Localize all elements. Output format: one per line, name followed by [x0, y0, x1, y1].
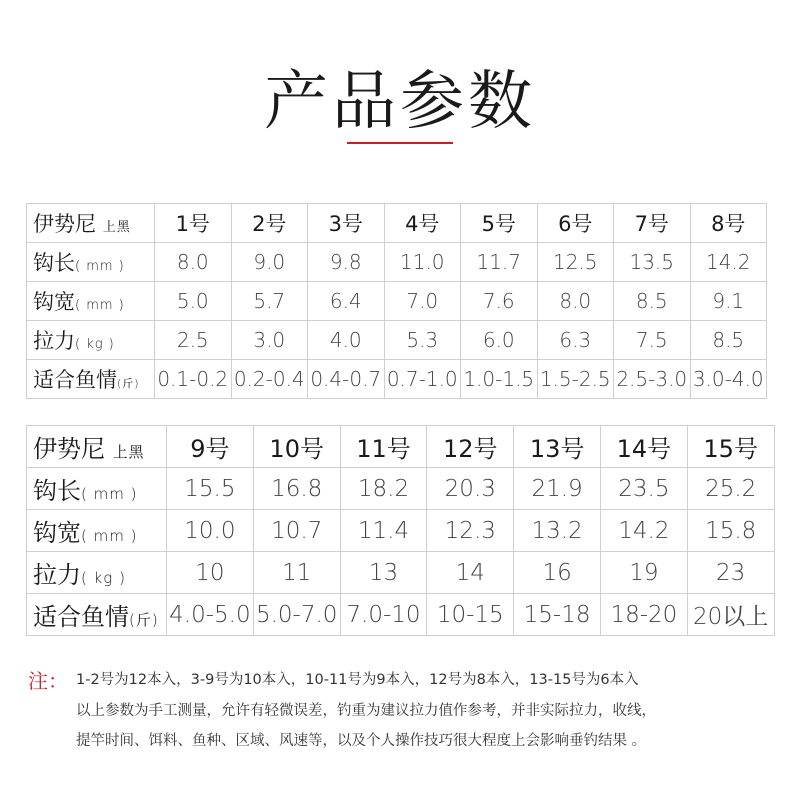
- row-label-cell: [27, 360, 155, 399]
- value-cell: 8.0: [155, 243, 232, 282]
- table-header-row: [27, 204, 767, 243]
- value-cell: 9.0: [231, 243, 308, 282]
- value-cell: 6.4: [308, 282, 385, 321]
- value-cell: 20以上: [687, 594, 774, 636]
- value-cell: 0.1-0.2: [155, 360, 232, 399]
- row-label-cell: [27, 282, 155, 321]
- size-cell: 6号: [537, 204, 614, 243]
- size-cell: 3号: [308, 204, 385, 243]
- value-cell: 11: [253, 552, 340, 594]
- table-row: [27, 552, 775, 594]
- row-label: 适合鱼情: [33, 603, 129, 631]
- row-unit: (斤): [117, 377, 140, 390]
- size-cell: 5号: [461, 204, 538, 243]
- table-header-row: [27, 426, 775, 468]
- note-line: 提竿时间、饵料、鱼种、区域、风速等，以及个人操作技巧很大程度上会影响垂钓结果 。: [76, 733, 647, 749]
- value-cell: 10.0: [167, 510, 254, 552]
- header-cell: [27, 426, 167, 468]
- value-cell: 1.5-2.5: [537, 360, 614, 399]
- size-cell: 11号: [340, 426, 427, 468]
- value-cell: 0.2-0.4: [231, 360, 308, 399]
- row-label: 钩长: [33, 251, 75, 275]
- row-label: 适合鱼情: [33, 368, 117, 392]
- value-cell: 4.0-5.0: [167, 594, 254, 636]
- value-cell: 15-18: [514, 594, 601, 636]
- header-cell: [27, 204, 155, 243]
- spec-table-1: [26, 203, 767, 399]
- value-cell: 9.8: [308, 243, 385, 282]
- row-label: 拉力: [33, 561, 81, 589]
- value-cell: 16: [514, 552, 601, 594]
- value-cell: 10-15: [427, 594, 514, 636]
- value-cell: 23.5: [600, 468, 687, 510]
- size-cell: 7号: [614, 204, 691, 243]
- size-cell: 14号: [600, 426, 687, 468]
- value-cell: 13.2: [514, 510, 601, 552]
- size-cell: 4号: [384, 204, 461, 243]
- header-sub: 上黑: [112, 443, 145, 461]
- value-cell: 16.8: [253, 468, 340, 510]
- table-row: [27, 594, 775, 636]
- value-cell: 5.0-7.0: [253, 594, 340, 636]
- row-label-cell: [27, 243, 155, 282]
- value-cell: 8.0: [537, 282, 614, 321]
- row-label-cell: [27, 321, 155, 360]
- row-label: 钩宽: [33, 290, 75, 314]
- value-cell: 20.3: [427, 468, 514, 510]
- row-unit: ( mm ): [75, 298, 125, 313]
- value-cell: 5.7: [231, 282, 308, 321]
- row-unit: ( kg ): [75, 337, 115, 352]
- table-row: [27, 360, 767, 399]
- value-cell: 18.2: [340, 468, 427, 510]
- row-label-cell: [27, 510, 167, 552]
- value-cell: 19: [600, 552, 687, 594]
- page-title: 产品参数: [264, 65, 536, 139]
- size-cell: 12号: [427, 426, 514, 468]
- table-row: [27, 468, 775, 510]
- value-cell: 13: [340, 552, 427, 594]
- value-cell: 14.2: [690, 243, 767, 282]
- value-cell: 0.4-0.7: [308, 360, 385, 399]
- row-label: 钩长: [33, 477, 81, 505]
- value-cell: 7.5: [614, 321, 691, 360]
- value-cell: 8.5: [614, 282, 691, 321]
- value-cell: 21.9: [514, 468, 601, 510]
- value-cell: 6.3: [537, 321, 614, 360]
- value-cell: 11.0: [384, 243, 461, 282]
- value-cell: 12.5: [537, 243, 614, 282]
- table-row: [27, 510, 775, 552]
- value-cell: 2.5: [155, 321, 232, 360]
- value-cell: 0.7-1.0: [384, 360, 461, 399]
- row-unit: ( mm ): [81, 485, 138, 503]
- size-cell: 10号: [253, 426, 340, 468]
- header-sub: 上黑: [102, 220, 131, 235]
- value-cell: 1.0-1.5: [461, 360, 538, 399]
- size-cell: 15号: [687, 426, 774, 468]
- value-cell: 14: [427, 552, 514, 594]
- value-cell: 6.0: [461, 321, 538, 360]
- size-cell: 2号: [231, 204, 308, 243]
- row-label-cell: [27, 468, 167, 510]
- value-cell: 13.5: [614, 243, 691, 282]
- value-cell: 3.0: [231, 321, 308, 360]
- row-unit: ( mm ): [81, 527, 138, 545]
- size-cell: 1号: [155, 204, 232, 243]
- spec-table-2: [26, 425, 775, 636]
- value-cell: 7.0-10: [340, 594, 427, 636]
- row-label-cell: [27, 552, 167, 594]
- value-cell: 11.4: [340, 510, 427, 552]
- note-line: 1-2号为12本入，3-9号为10本入，10-11号为9本入，12号为8本入，13-15号为6本入: [76, 672, 639, 688]
- value-cell: 8.5: [690, 321, 767, 360]
- value-cell: 7.0: [384, 282, 461, 321]
- value-cell: 15.8: [687, 510, 774, 552]
- title-underline: [347, 142, 453, 144]
- value-cell: 12.3: [427, 510, 514, 552]
- value-cell: 4.0: [308, 321, 385, 360]
- value-cell: 10: [167, 552, 254, 594]
- size-cell: 8号: [690, 204, 767, 243]
- value-cell: 7.6: [461, 282, 538, 321]
- value-cell: 5.0: [155, 282, 232, 321]
- note-line: 以上参数为手工测量，允许有轻微误差，钓重为建议拉力值作参考，并非实际拉力，收线，: [76, 703, 656, 719]
- header-label: 伊势尼: [33, 435, 105, 463]
- table-row: [27, 243, 767, 282]
- value-cell: 14.2: [600, 510, 687, 552]
- value-cell: 9.1: [690, 282, 767, 321]
- size-cell: 9号: [167, 426, 254, 468]
- header-label: 伊势尼: [33, 212, 96, 236]
- value-cell: 10.7: [253, 510, 340, 552]
- table-row: [27, 321, 767, 360]
- value-cell: 15.5: [167, 468, 254, 510]
- table-row: [27, 282, 767, 321]
- row-unit: ( kg ): [81, 569, 126, 587]
- notes-mark: 注：: [28, 669, 68, 693]
- value-cell: 3.0-4.0: [690, 360, 767, 399]
- row-unit: (斤): [129, 611, 159, 629]
- row-label: 钩宽: [33, 519, 81, 547]
- row-unit: ( mm ): [75, 259, 125, 274]
- value-cell: 5.3: [384, 321, 461, 360]
- value-cell: 2.5-3.0: [614, 360, 691, 399]
- row-label-cell: [27, 594, 167, 636]
- row-label: 拉力: [33, 329, 75, 353]
- value-cell: 18-20: [600, 594, 687, 636]
- value-cell: 25.2: [687, 468, 774, 510]
- size-cell: 13号: [514, 426, 601, 468]
- value-cell: 11.7: [461, 243, 538, 282]
- value-cell: 23: [687, 552, 774, 594]
